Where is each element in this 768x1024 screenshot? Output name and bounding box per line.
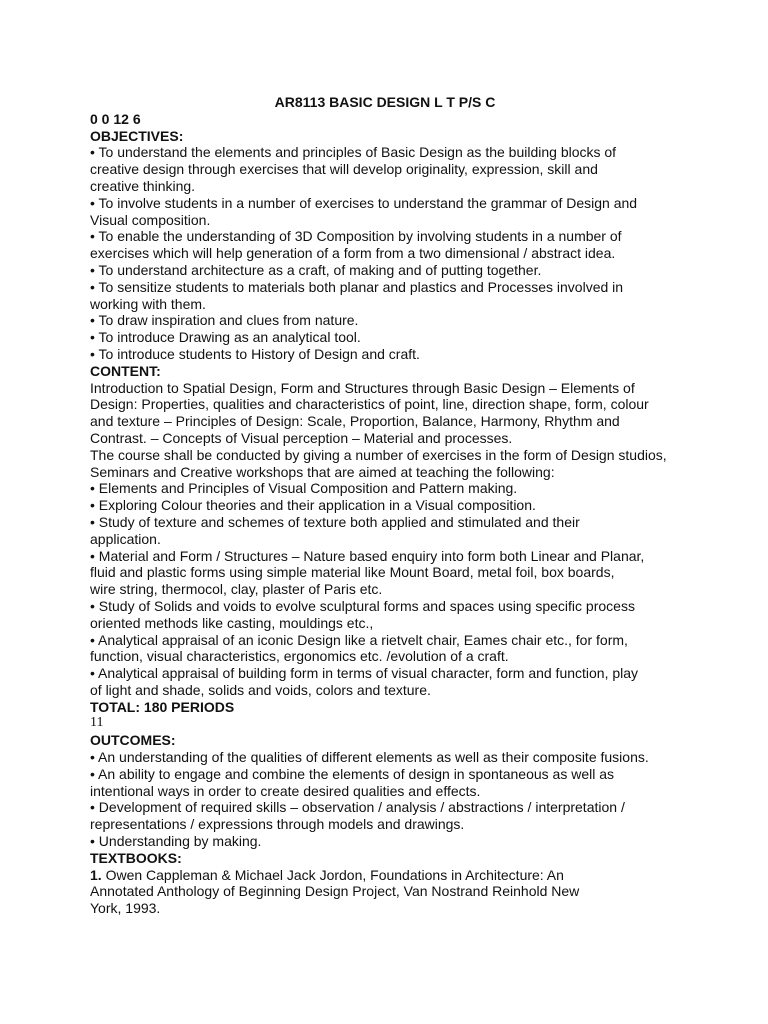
- document-page: [90, 94, 680, 917]
- objective-line: • To sensitize students to materials both planar and plastics and Processes involved in: [90, 278, 624, 295]
- outcome-line: • An understanding of the qualities of different elements as well as their composite fusions.: [90, 749, 649, 766]
- content-line: wire string, thermocol, clay, plaster of Paris etc.: [90, 581, 383, 598]
- objective-line: • To understand architecture as a craft, of making and of putting together.: [90, 261, 542, 278]
- content-line: Design: Properties, qualities and characteristics of point, line, direction shape, form, colour: [90, 396, 649, 413]
- content-line: • Exploring Colour theories and their application in a Visual composition.: [90, 497, 536, 514]
- content-line: • Study of texture and schemes of texture both applied and stimulated and their: [90, 513, 580, 530]
- objective-line: exercises which will help generation of a form from a two dimensional / abstract idea.: [90, 245, 616, 262]
- textbook-line: Annotated Anthology of Beginning Design Project, Van Nostrand Reinhold New: [90, 883, 580, 900]
- outcome-line: • Understanding by making.: [90, 833, 262, 850]
- objectives-heading: OBJECTIVES:: [90, 127, 184, 144]
- objective-line: • To understand the elements and principles of Basic Design as the building blocks of: [90, 144, 617, 161]
- content-heading: CONTENT:: [90, 362, 161, 379]
- textbook-line-1: [90, 867, 680, 884]
- textbook-line: York, 1993.: [90, 900, 161, 917]
- content-line: Seminars and Creative workshops that are aimed at teaching the following:: [90, 463, 555, 480]
- objective-line: • To involve students in a number of exercises to understand the grammar of Design and: [90, 194, 638, 211]
- outcome-line: • An ability to engage and combine the elements of design in spontaneous as well as: [90, 765, 615, 782]
- content-line: oriented methods like casting, mouldings etc.,: [90, 614, 374, 631]
- content-line: • Study of Solids and voids to evolve sculptural forms and spaces using specific process: [90, 597, 635, 614]
- textbook-entry: [90, 867, 680, 917]
- objective-line: working with them.: [90, 295, 206, 312]
- textbooks-heading: TEXTBOOKS:: [90, 849, 182, 866]
- credits: 0 0 12 6: [90, 110, 141, 127]
- outcomes-list: [90, 749, 680, 850]
- content-line: of light and shade, solids and voids, colors and texture.: [90, 681, 431, 698]
- course-title: AR8113 BASIC DESIGN L T P/S C: [274, 94, 496, 110]
- outcome-line: intentional ways in order to create desired qualities and effects.: [90, 782, 481, 799]
- objective-line: • To introduce Drawing as an analytical tool.: [90, 329, 361, 346]
- content-list: [90, 380, 680, 699]
- objective-line: creative design through exercises that will develop originality, expression, skill and: [90, 161, 598, 178]
- content-line: • Analytical appraisal of an iconic Design like a rietvelt chair, Eames chair etc., for form,: [90, 631, 628, 648]
- content-line: Contrast. – Concepts of Visual perception – Material and processes.: [90, 429, 513, 446]
- textbook-text: Owen Cappleman & Michael Jack Jordon, Foundations in Architecture: An: [101, 866, 564, 883]
- objective-line: • To draw inspiration and clues from nature.: [90, 312, 359, 329]
- objective-line: Visual composition.: [90, 211, 211, 228]
- content-line: fluid and plastic forms using simple material like Mount Board, metal foil, box boards,: [90, 564, 615, 581]
- content-line: and texture – Principles of Design: Scale, Proportion, Balance, Harmony, Rhythm and: [90, 413, 620, 430]
- total-periods: TOTAL: 180 PERIODS: [90, 698, 235, 715]
- objective-line: • To introduce students to History of Design and craft.: [90, 345, 420, 362]
- content-line: • Analytical appraisal of building form in terms of visual character, form and function, play: [90, 665, 639, 682]
- page-number: 11: [90, 715, 104, 731]
- outcome-line: representations / expressions through models and drawings.: [90, 816, 465, 833]
- content-line: • Elements and Principles of Visual Composition and Pattern making.: [90, 480, 518, 497]
- outcomes-heading: OUTCOMES:: [90, 732, 176, 749]
- textbook-number: 1.: [90, 866, 102, 883]
- objective-line: creative thinking.: [90, 177, 196, 194]
- objective-line: • To enable the understanding of 3D Composition by involving students in a number of: [90, 228, 622, 245]
- outcome-line: • Development of required skills – observation / analysis / abstractions / interpretation /: [90, 799, 625, 816]
- content-line: The course shall be conducted by giving a number of exercises in the form of Design studios,: [90, 446, 667, 463]
- content-line: Introduction to Spatial Design, Form and Structures through Basic Design – Elements of: [90, 379, 635, 396]
- content-line: • Material and Form / Structures – Nature based enquiry into form both Linear and Planar,: [90, 547, 645, 564]
- content-line: function, visual characteristics, ergonomics etc. /evolution of a craft.: [90, 648, 509, 665]
- objectives-list: [90, 144, 680, 362]
- content-line: application.: [90, 530, 161, 547]
